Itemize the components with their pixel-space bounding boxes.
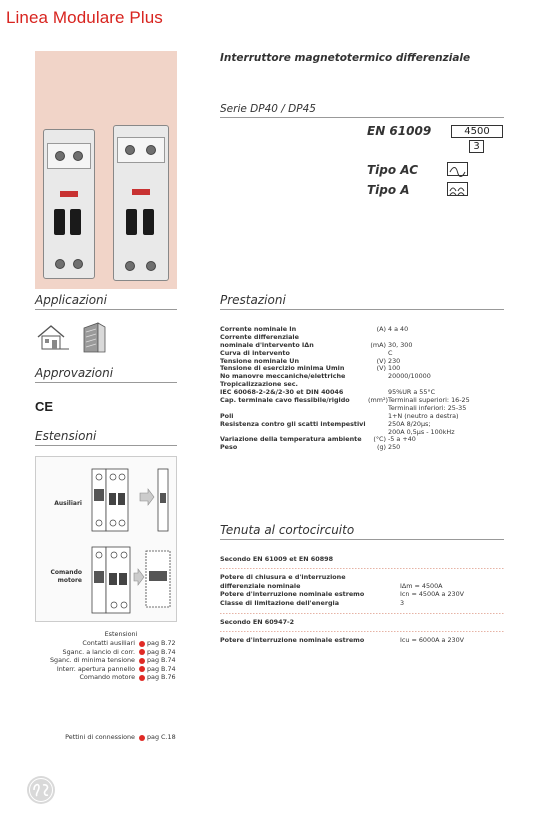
series-divider [220, 117, 504, 118]
spec-row: Curva di intervento C [220, 348, 393, 357]
pulsating-wave-icon [447, 182, 468, 196]
ce-mark-icon: CE [35, 399, 54, 414]
table-row: Potere d'interruzione nominale estremo Icu = 6000A a 230V [220, 636, 465, 644]
dotted-divider [220, 613, 504, 614]
spec-row: Tensione nominale Un (V) 230 [220, 356, 401, 365]
spec-row: Peso (g) 250 [220, 443, 401, 452]
estensioni-figure [35, 456, 177, 622]
spec-row: Corrente differenziale [220, 332, 299, 341]
prestazioni-table [220, 326, 520, 452]
estensioni-divider [35, 445, 177, 446]
limitation-class-box: 3 [469, 140, 484, 153]
standard-label: EN 61009 [367, 124, 432, 138]
ge-logo-icon [26, 775, 56, 805]
tenuta-heading: Tenuta al cortocircuito [220, 523, 355, 537]
list-item[interactable]: Sganc. di minima tensione pag B.74 [49, 656, 176, 664]
list-item[interactable]: Contatti ausiliari pag B.72 [82, 639, 176, 647]
house-icon [35, 322, 71, 356]
applicazioni-divider [35, 309, 177, 310]
estensioni-list [35, 630, 177, 682]
ausiliari-label: Ausiliari [54, 500, 82, 507]
product-title: Interruttore magnetotermico differenziale [220, 52, 471, 64]
table-row: Potere di chiusura e d'interruzione [220, 573, 346, 581]
red-bullet-icon [139, 649, 145, 655]
red-bullet-icon [139, 735, 145, 741]
approvazioni-heading: Approvazioni [35, 366, 114, 380]
spec-row: Tropicalizzazione sec. [220, 380, 298, 389]
tenuta-group1-title: Secondo EN 61009 et EN 60898 [220, 555, 334, 563]
comando-motore-diagram [88, 543, 173, 617]
prestazioni-heading: Prestazioni [220, 293, 286, 307]
pettini-label: Pettini di connessione [65, 733, 135, 741]
table-row: Classe di limitazione dell'energia 3 [220, 598, 405, 607]
tipo-ac-label: Tipo AC [367, 163, 419, 177]
spec-row: IEC 60068-2-2&/2-30 et DIN 40046 95%UR a 55°C [220, 388, 436, 397]
breaking-capacity-box: 4500 [451, 125, 503, 138]
ac-wave-icon [447, 162, 468, 176]
list-item[interactable]: Interr. apertura pannello pag B.74 [56, 664, 176, 673]
spec-row: 200A 0,5μs - 100kHz [388, 427, 455, 436]
spec-row: Variazione della temperatura ambiente (°C) -5 a +40 [220, 435, 416, 444]
approvazioni-divider [35, 382, 177, 383]
table-row: differenziale nominale IΔm = 4500A [220, 581, 443, 590]
spec-row: No manovre meccaniche/elettriche 20000/10000 [220, 372, 431, 381]
spec-row: Terminali inferiori: 25-35 [388, 403, 467, 412]
list-item[interactable]: Sganc. a lancio di corr. pag B.74 [62, 647, 176, 656]
red-bullet-icon [139, 675, 145, 681]
red-bullet-icon [139, 658, 145, 664]
table-row: Potere d'interruzione nominale estremo Icn = 4500A a 230V [220, 590, 465, 598]
spec-row: Tensione di esercizio minima Umin (V) 100 [220, 364, 401, 373]
tenuta-group2-title: Secondo EN 60947-2 [220, 618, 295, 626]
estensioni-list-title: Estensioni [104, 630, 138, 638]
spec-row: Poli 1+N (neutro a destra) [220, 411, 459, 420]
comando-label: Comando [50, 569, 82, 576]
breaker-dp45-image [113, 125, 169, 281]
dotted-divider [220, 568, 504, 569]
tenuta-table [220, 555, 520, 645]
applicazioni-heading: Applicazioni [35, 293, 107, 307]
red-bullet-icon [139, 641, 145, 647]
pettini-reference[interactable] [35, 733, 177, 742]
breaker-dp40-image [43, 129, 95, 279]
spec-row: Corrente nominale In (A) 4 a 40 [220, 325, 409, 333]
pettini-page: pag C.18 [147, 733, 176, 741]
estensioni-heading: Estensioni [35, 429, 97, 443]
list-item[interactable]: Comando motore pag B.76 [79, 673, 176, 681]
office-building-icon [80, 320, 108, 358]
spec-row: nominale d'intervento IΔn (mA) 30, 300 [220, 340, 413, 349]
ausiliari-diagram [88, 465, 173, 535]
tenuta-divider [220, 539, 504, 540]
spec-row: Cap. terminale cavo flessibile/rigido (mm²) Terminali superiori: 16-25 [220, 396, 470, 405]
dotted-divider [220, 631, 504, 632]
prestazioni-divider [220, 309, 504, 310]
motore-label: motore [57, 577, 82, 584]
spec-row: Resistenza contro gli scatti intempestivi 250A 8/20μs; [220, 419, 431, 428]
red-bullet-icon [139, 666, 145, 672]
tipo-a-label: Tipo A [367, 183, 410, 197]
product-photo [35, 51, 177, 289]
series-title: Serie DP40 / DP45 [220, 103, 316, 115]
brand-title: Linea Modulare Plus [6, 8, 163, 27]
